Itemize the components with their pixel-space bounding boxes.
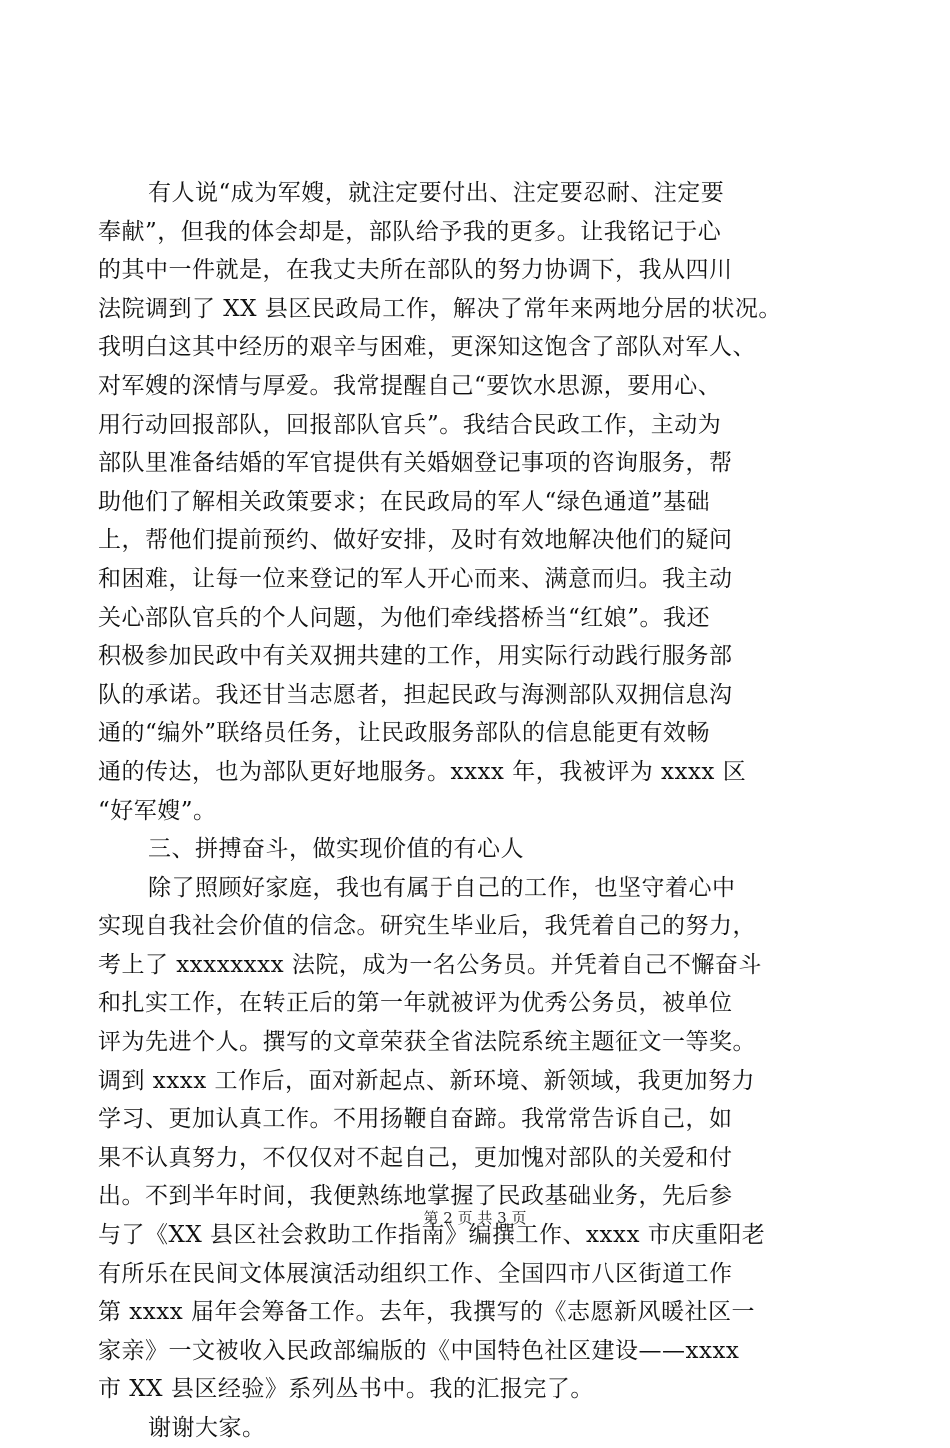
text-line: 法院调到了 XX 县区民政局工作，解决了常年来两地分居的状况。 [98,295,782,322]
text-line: 三、拼搏奋斗，做实现价值的有心人 [148,836,524,863]
text-line: 和扎实工作，在转正后的第一年就被评为优秀公务员，被单位 [98,990,733,1017]
text-line: 有所乐在民间文体展演活动组织工作、全国四市八区街道工作 [98,1260,733,1287]
text-line: 对军嫂的深情与厚爱。我常提醒自己“要饮水思源，要用心、 [98,372,722,399]
text-line: 的其中一件就是，在我丈夫所在部队的努力协调下，我从四川 [98,257,733,284]
text-line: 上，帮他们提前预约、做好安排，及时有效地解决他们的疑问 [98,527,733,554]
text-line: 除了照顾好家庭，我也有属于自己的工作，也坚守着心中 [148,874,736,901]
text-line: 市 XX 县区经验》系列丛书中。我的汇报完了。 [98,1376,594,1403]
text-line: 助他们了解相关政策要求；在民政局的军人“绿色通道”基础 [98,488,711,515]
text-line: 实现自我社会价值的信念。研究生毕业后，我凭着自己的努力， [98,913,756,940]
text-line: 通的“编外”联络员任务，让民政服务部队的信息能更有效畅 [98,720,711,747]
text-line: 和困难，让每一位来登记的军人开心而来、满意而归。我主动 [98,565,733,592]
text-line: 积极参加民政中有关双拥共建的工作，用实际行动践行服务部 [98,643,733,670]
text-line: 与了《XX 县区社会救助工作指南》编撰工作、xxxx 市庆重阳老 [98,1222,766,1249]
page-footer: 第 2 页 共 3 页 [423,1209,527,1227]
text-line: 学习、更加认真工作。不用扬鞭自奋蹄。我常常告诉自己，如 [98,1106,733,1133]
text-line: 关心部队官兵的个人问题，为他们牵线搭桥当“红娘”。我还 [98,604,711,631]
text-line: 考上了 xxxxxxxx 法院，成为一名公务员。并凭着自己不懈奋斗 [98,951,762,978]
text-line: 队的承诺。我还甘当志愿者，担起民政与海测部队双拥信息沟 [98,681,733,708]
text-line: 家亲》一文被收入民政部编版的《中国特色社区建设——xxxx [98,1337,740,1364]
text-line: 部队里准备结婚的军官提供有关婚姻登记事项的咨询服务，帮 [98,450,733,477]
text-line: 用行动回报部队，回报部队官兵”。我结合民政工作，主动为 [98,411,722,438]
text-line: 奉献”，但我的体会却是，部队给予我的更多。让我铭记于心 [98,218,722,245]
text-line: 出。不到半年时间，我便熟练地掌握了民政基础业务，先后参 [98,1183,733,1210]
text-line: 我明白这其中经历的艰辛与困难，更深知这饱含了部队对军人、 [98,334,756,361]
text-line: “好军嫂”。 [98,797,217,824]
text-line: 通的传达，也为部队更好地服务。xxxx 年，我被评为 xxxx 区 [98,758,747,785]
text-line: 谢谢大家。 [148,1415,266,1441]
body-text [98,174,838,1448]
text-line: 第 xxxx 届年会筹备工作。去年，我撰写的《志愿新风暖社区一 [98,1299,756,1326]
text-line: 果不认真努力，不仅仅对不起自己，更加愧对部队的关爱和付 [98,1144,733,1171]
text-line: 调到 xxxx 工作后，面对新起点、新环境、新领域，我更加努力 [98,1067,756,1094]
text-line: 评为先进个人。撰写的文章荣获全省法院系统主题征文一等奖。 [98,1029,756,1056]
text-line: 有人说“成为军嫂，就注定要付出、注定要忍耐、注定要 [148,180,725,206]
